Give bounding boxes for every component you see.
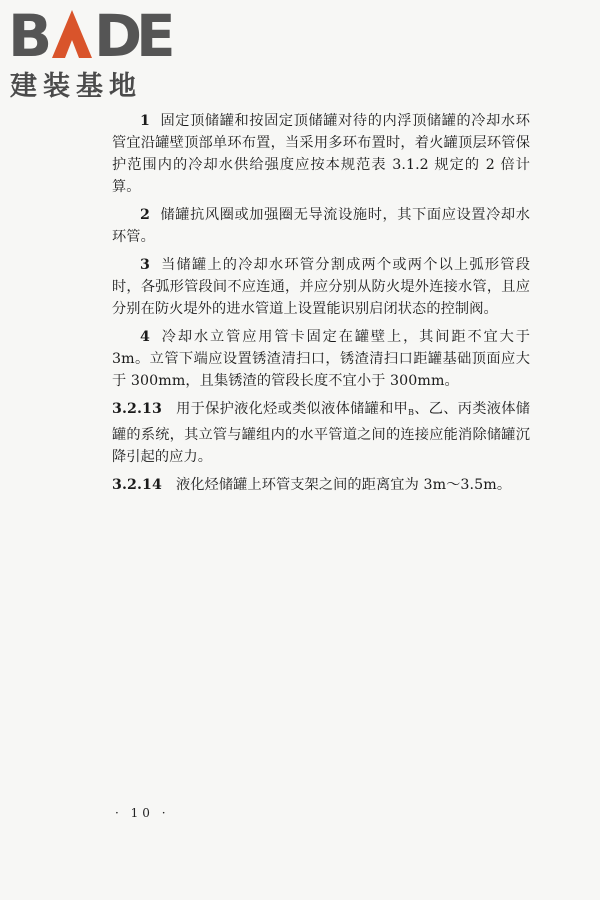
subscript: B: [408, 408, 415, 417]
clause-text-part2: 、乙、丙类液体储罐的系统，其立管与罐组内的水平管道之间的连接应能消除储罐沉降引起的应力。: [112, 401, 530, 465]
paragraph-text: 冷却水立管应用管卡固定在罐壁上，其间距不宜大于 3m。立管下端应设置锈渣清扫口，锈渣清扫口距罐基础顶面应大于 300mm，且集锈渣的管段长度不宜小于 300mm。: [112, 329, 530, 389]
logo-subtitle: 建装基地: [10, 71, 142, 102]
paragraph-3: [112, 254, 530, 320]
document-body: [112, 110, 530, 502]
logo-letter-d: D: [94, 6, 143, 64]
clause-number: 3.2.14: [112, 477, 162, 493]
clause-number: 3.2.13: [112, 401, 162, 417]
clause-3-2-13: [112, 398, 530, 468]
paragraph-1: [112, 110, 530, 198]
item-number: 3: [140, 257, 150, 273]
item-number: 1: [140, 113, 150, 129]
logo-letter-b: B: [8, 6, 53, 64]
item-number: 4: [140, 329, 150, 345]
paragraph-text: 当储罐上的冷却水环管分割成两个或两个以上弧形管段时，各弧形管段间不应连通，并应分别从防火堤外连接水管，且应分别在防火堤外的进水管道上设置能识别启闭状态的控制阀。: [112, 257, 530, 317]
clause-3-2-14: [112, 474, 530, 496]
paragraph-text: 储罐抗风圈或加强圈无导流设施时，其下面应设置冷却水环管。: [112, 207, 530, 245]
bade-logo-mark: [8, 6, 178, 64]
paragraph-text: 固定顶储罐和按固定顶储罐对待的内浮顶储罐的冷却水环管宜沿罐壁顶部单环布置，当采用多环布置时，着火罐顶层环管保护范围内的冷却水供给强度应按本规范表 3.1.2 规定的 2 倍计算。: [112, 113, 530, 195]
paragraph-2: [112, 204, 530, 248]
clause-text-part1: 用于保护液化烃或类似液体储罐和甲: [175, 401, 409, 417]
clause-text: 液化烃储罐上环管支架之间的距离宜为 3m～3.5m。: [175, 477, 512, 493]
logo: [8, 6, 178, 102]
page-number: · 10 ·: [115, 806, 170, 820]
logo-letter-e: E: [136, 6, 176, 64]
item-number: 2: [140, 207, 150, 223]
paragraph-4: [112, 326, 530, 392]
